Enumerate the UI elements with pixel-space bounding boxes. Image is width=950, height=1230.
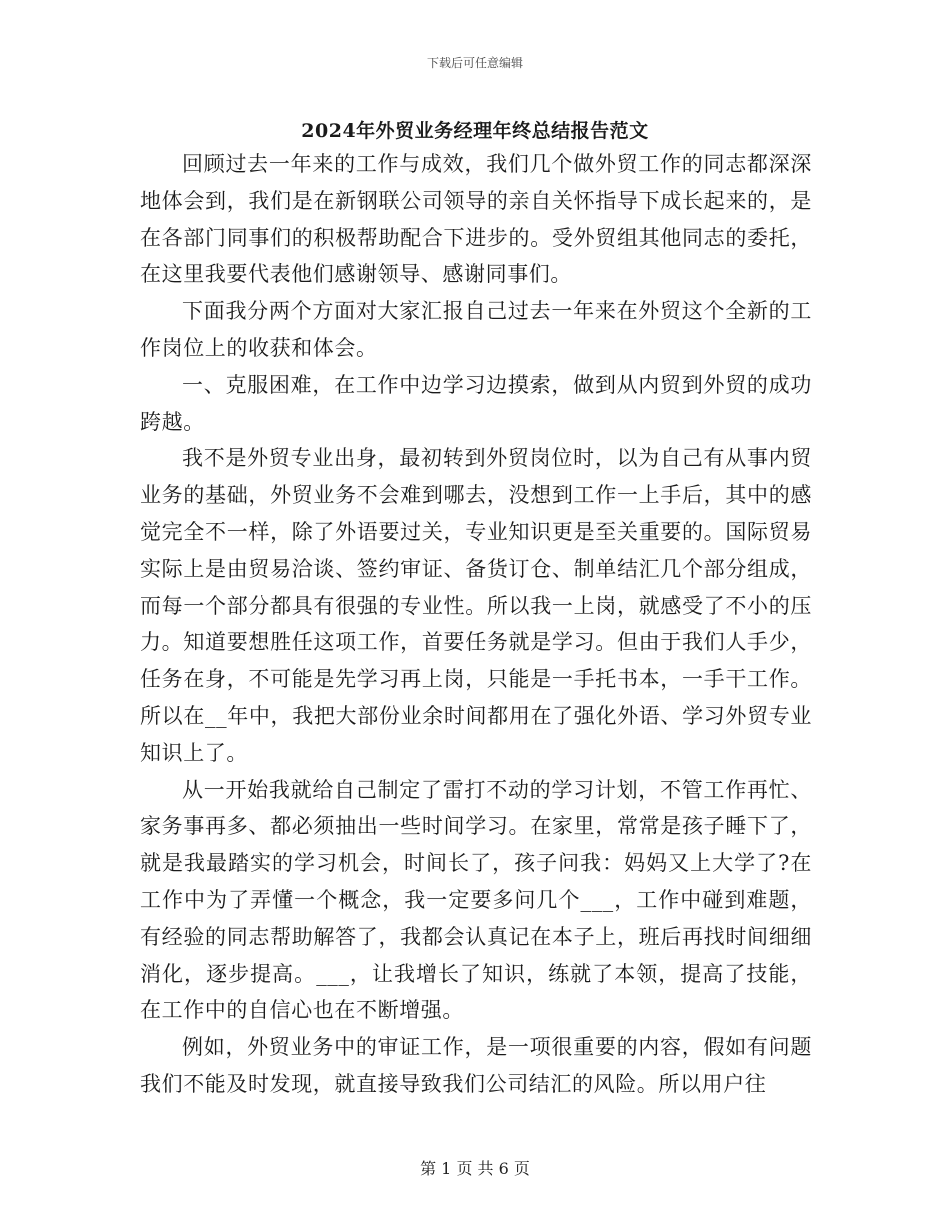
paragraph-1: 回顾过去一年来的工作与成效，我们几个做外贸工作的同志都深深地体会到，我们是在新钢联公司领导的亲自关怀指导下成长起来的，是在各部门同事们的积极帮助配合下进步的。受外贸组其他同志的委托，在这里我要代表他们感谢领导、感谢同事们。 [140, 152, 812, 287]
header-note: 下载后可任意编辑 [426, 56, 523, 70]
paragraph-3: 我不是外贸专业出身，最初转到外贸岗位时，以为自己有从事内贸业务的基础，外贸业务不会难到哪去，没想到工作一上手后，其中的感觉完全不一样，除了外语要过关，专业知识更是至关重要的。国际贸易实际上是由贸易洽谈、签约审证、备货订仓、制单结汇几个部分组成，而每一个部分都具有很强的专业性。所以我一上岗，就感受了不小的压力。知道要想胜任这项工作，首要任务就是学习。但由于我们人手少，任务在身，不可能是先学习再上岗，只能是一手托书本，一手干工作。所以在__年中，我把大部份业余时间都用在了强化外语、学习外贸专业知识上了。 [140, 446, 812, 765]
document-title: 2024年外贸业务经理年终总结报告范文 [301, 120, 649, 142]
page-footer: 第 1 页 共 6 页 [420, 1159, 530, 1178]
paragraph-4: 从一开始我就给自己制定了雷打不动的学习计划，不管工作再忙、家务事再多、都必须抽出一些时间学习。在家里，常常是孩子睡下了，就是我最踏实的学习机会，时间长了，孩子问我：妈妈又上大学了?在工作中为了弄懂一个概念，我一定要多问几个___，工作中碰到难题，有经验的同志帮助解答了，我都会认真记在本子上，班后再找时间细细消化，逐步提高。___，让我增长了知识，练就了本领，提高了技能，在工作中的自信心也在不断增强。 [140, 777, 812, 1023]
section-heading-1: 一、克服困难，在工作中边学习边摸索，做到从内贸到外贸的成功跨越。 [140, 372, 812, 434]
paragraph-2: 下面我分两个方面对大家汇报自己过去一年来在外贸这个全新的工作岗位上的收获和体会。 [140, 299, 812, 360]
paragraph-5: 例如，外贸业务中的审证工作，是一项很重要的内容，假如有问题我们不能及时发现，就直接导致我们公司结汇的风险。所以用户往 [140, 1035, 812, 1096]
document-body [140, 146, 812, 1103]
